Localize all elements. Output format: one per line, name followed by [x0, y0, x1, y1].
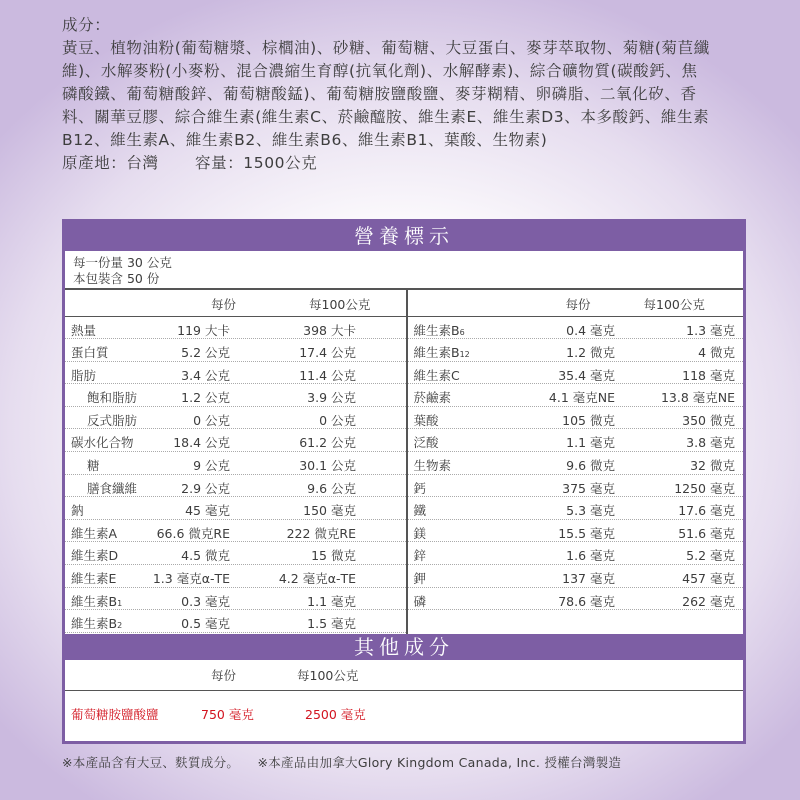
- nutrient-name: 生物素: [413, 458, 452, 474]
- nutrient-row: [65, 429, 406, 452]
- nutrient-name: 葉酸: [413, 412, 439, 428]
- nutrient-name: 鋅: [413, 548, 427, 564]
- nutrient-row: [408, 317, 744, 340]
- nutrient-per-serving: 0.3 毫克: [181, 593, 230, 609]
- nutrient-name: 鉀: [413, 571, 427, 587]
- nutrient-per-100g: 1250 毫克: [674, 480, 735, 496]
- nutrient-per-100g: 4 微克: [698, 345, 735, 361]
- nutrient-per-100g: 4.2 毫克α-TE: [278, 571, 356, 587]
- nutrient-per-serving: 375 毫克: [562, 480, 615, 496]
- footnotes: [62, 753, 621, 771]
- nutrient-row: [408, 565, 744, 588]
- nutrient-per-serving: 66.6 微克RE: [156, 525, 230, 541]
- column-header-right: [408, 290, 744, 317]
- nutrient-per-serving: 15.5 毫克: [558, 525, 615, 541]
- nutrient-name: 鎂: [413, 525, 427, 541]
- nutrient-per-100g: 222 微克RE: [286, 525, 356, 541]
- ingredients-line: 磷酸鐵、葡萄糖酸鋅、葡萄糖酸錳)、葡萄糖胺鹽酸鹽、麥芽糊精、卵磷脂、二氧化矽、香: [62, 85, 697, 103]
- nutrient-row: [408, 429, 744, 452]
- nutrient-row: [408, 520, 744, 543]
- nutrient-per-100g: 1.3 毫克: [686, 322, 735, 338]
- nutrient-name: 飽和脂肪: [87, 390, 138, 406]
- nutrient-name: 維生素B6: [413, 322, 465, 338]
- header-per-100g: 每100公克: [643, 296, 705, 312]
- nutrient-row: [65, 317, 406, 340]
- nutrient-name: 泛酸: [413, 435, 439, 451]
- nutrition-title: 營養標示: [65, 222, 743, 251]
- nutrient-per-serving: 1.2 微克: [566, 345, 615, 361]
- nutrient-per-serving: 9 公克: [193, 458, 230, 474]
- ingredients-line: 料、關華豆膠、綜合維生素(維生素C、菸鹼醯胺、維生素E、維生素D3、本多酸鈣、維生素: [62, 108, 710, 126]
- nutrient-per-serving: 105 微克: [562, 412, 615, 428]
- column-header-left: [65, 290, 406, 317]
- ingredients-heading: 成分：: [62, 16, 111, 34]
- nutrient-name: 反式脂肪: [87, 412, 138, 428]
- nutrient-per-100g: 32 微克: [690, 458, 735, 474]
- nutrient-per-100g: 17.6 毫克: [678, 503, 735, 519]
- nutrient-row: [408, 339, 744, 362]
- nutrient-per-serving: 0.5 毫克: [181, 616, 230, 632]
- header-per-100g: 每100公克: [297, 667, 359, 683]
- header-per-serving: 每份: [211, 296, 237, 312]
- serving-info: [65, 251, 743, 288]
- nutrition-facts-table: [62, 219, 746, 744]
- header-per-serving: 每份: [565, 296, 591, 312]
- nutrient-per-100g: 13.8 毫克NE: [660, 390, 735, 406]
- nutrient-name: 維生素A: [71, 525, 118, 541]
- nutrient-per-serving: 18.4 公克: [173, 435, 230, 451]
- nutrient-per-serving: 0.4 毫克: [566, 322, 615, 338]
- nutrient-per-100g: 457 毫克: [682, 571, 735, 587]
- nutrient-per-serving: 1.1 毫克: [566, 435, 615, 451]
- nutrient-row: [65, 384, 406, 407]
- allergen-note: ※本產品含有大豆、麩質成分。: [62, 755, 240, 770]
- other-ingredient-row: [65, 691, 743, 732]
- nutrient-per-100g: 350 微克: [682, 412, 735, 428]
- capacity-text: 容量：1500公克: [195, 154, 318, 172]
- nutrient-per-100g: 17.4 公克: [299, 345, 356, 361]
- nutrient-name: 維生素C: [413, 367, 460, 383]
- nutrient-name: 碳水化合物: [71, 435, 134, 451]
- nutrient-per-serving: 45 毫克: [185, 503, 230, 519]
- ingredients-line: 維)、水解麥粉(小麥粉、混合濃縮生育醇(抗氧化劑)、水解酵素)、綜合礦物質(碳酸鈣、焦: [62, 62, 698, 80]
- other-ingredient-per-100g: 2500 毫克: [305, 706, 366, 722]
- nutrient-column-right: [408, 290, 744, 634]
- nutrient-row: [65, 610, 406, 633]
- nutrient-per-serving: 9.6 微克: [566, 458, 615, 474]
- nutrient-per-100g: 398 大卡: [303, 322, 356, 338]
- nutrient-row: [408, 542, 744, 565]
- nutrient-row: [408, 362, 744, 385]
- ingredients-line: B12、維生素A、維生素B2、維生素B6、維生素B1、葉酸、生物素): [62, 131, 548, 149]
- nutrient-per-serving: 1.6 毫克: [566, 548, 615, 564]
- nutrient-name: 鈣: [413, 480, 427, 496]
- nutrient-per-100g: 15 微克: [311, 548, 356, 564]
- nutrient-row: [65, 520, 406, 543]
- other-ingredient-per-serving: 750 毫克: [201, 706, 254, 722]
- nutrient-name: 維生素D: [71, 548, 119, 564]
- nutrient-per-serving: 4.1 毫克NE: [548, 390, 615, 406]
- nutrient-row: [408, 452, 744, 475]
- other-ingredients-title: 其他成分: [65, 634, 743, 660]
- serving-size: 每一份量 30 公克: [73, 255, 172, 270]
- nutrient-per-serving: 3.4 公克: [181, 367, 230, 383]
- nutrient-per-serving: 5.3 毫克: [566, 503, 615, 519]
- nutrient-row: [408, 475, 744, 498]
- nutrient-name: 鐵: [413, 503, 427, 519]
- header-per-serving: 每份: [211, 667, 237, 683]
- nutrient-per-100g: 5.2 毫克: [686, 548, 735, 564]
- nutrient-name: 蛋白質: [71, 345, 109, 361]
- origin-capacity-row: [62, 152, 752, 175]
- nutrient-name: 維生素B2: [71, 616, 123, 632]
- nutrient-name: 糖: [87, 458, 100, 474]
- nutrient-row: [408, 384, 744, 407]
- nutrient-per-100g: 0 公克: [319, 412, 356, 428]
- nutrient-per-100g: 30.1 公克: [299, 458, 356, 474]
- ingredients-block: [62, 14, 752, 175]
- nutrient-name: 菸鹼素: [413, 390, 452, 406]
- nutrient-name: 維生素E: [71, 571, 117, 587]
- nutrient-per-100g: 3.9 公克: [307, 390, 356, 406]
- manufacturer-note: ※本產品由加拿大Glory Kingdom Canada, Inc. 授權台灣製造: [257, 755, 622, 770]
- nutrient-row: [65, 565, 406, 588]
- nutrient-per-serving: 78.6 毫克: [558, 593, 615, 609]
- nutrient-per-100g: 150 毫克: [303, 503, 356, 519]
- nutrient-per-100g: 11.4 公克: [299, 367, 356, 383]
- ingredients-line: 黃豆、植物油粉(葡萄糖漿、棕櫚油)、砂糖、葡萄糖、大豆蛋白、麥芽萃取物、菊糖(菊苣纖: [62, 39, 710, 57]
- nutrient-per-100g: 262 毫克: [682, 593, 735, 609]
- nutrient-per-serving: 137 毫克: [562, 571, 615, 587]
- nutrient-column-left: [65, 290, 406, 634]
- nutrient-row: [408, 497, 744, 520]
- nutrient-per-serving: 35.4 毫克: [558, 367, 615, 383]
- nutrient-row: [65, 362, 406, 385]
- nutrient-per-100g: 51.6 毫克: [678, 525, 735, 541]
- nutrient-name: 熱量: [71, 322, 97, 338]
- nutrient-per-serving: 2.9 公克: [181, 480, 230, 496]
- nutrient-row: [408, 407, 744, 430]
- nutrient-row: [65, 497, 406, 520]
- nutrient-per-serving: 1.2 公克: [181, 390, 230, 406]
- nutrient-per-100g: 3.8 毫克: [686, 435, 735, 451]
- nutrient-per-100g: 1.5 毫克: [307, 616, 356, 632]
- nutrient-row: [65, 452, 406, 475]
- nutrient-per-100g: 118 毫克: [682, 367, 735, 383]
- origin-text: 原產地：台灣: [62, 154, 159, 172]
- nutrient-row: [65, 407, 406, 430]
- nutrient-per-serving: 0 公克: [193, 412, 230, 428]
- nutrient-row: [65, 339, 406, 362]
- other-ingredient-name: 葡萄糖胺鹽酸鹽: [71, 706, 159, 722]
- nutrient-per-serving: 5.2 公克: [181, 345, 230, 361]
- servings-per-package: 本包裝含 50 份: [73, 271, 160, 286]
- nutrient-per-serving: 1.3 毫克α-TE: [152, 571, 230, 587]
- nutrient-per-100g: 9.6 公克: [307, 480, 356, 496]
- header-per-100g: 每100公克: [309, 296, 371, 312]
- nutrient-per-serving: 119 大卡: [177, 322, 230, 338]
- nutrient-columns: [65, 290, 743, 634]
- nutrient-name: 維生素B12: [413, 345, 470, 361]
- nutrient-row: [65, 588, 406, 611]
- nutrient-per-serving: 4.5 微克: [181, 548, 230, 564]
- nutrient-name: 鈉: [71, 503, 84, 519]
- nutrient-row: [408, 588, 744, 611]
- nutrient-per-100g: 1.1 毫克: [307, 593, 356, 609]
- other-ingredients-header: [65, 660, 743, 691]
- nutrient-name: 膳食纖維: [87, 480, 138, 496]
- nutrient-name: 磷: [413, 593, 427, 609]
- nutrient-per-100g: 61.2 公克: [299, 435, 356, 451]
- nutrient-name: 脂肪: [71, 367, 97, 383]
- nutrient-row: [65, 475, 406, 498]
- nutrient-row: [65, 542, 406, 565]
- nutrient-name: 維生素B1: [71, 593, 123, 609]
